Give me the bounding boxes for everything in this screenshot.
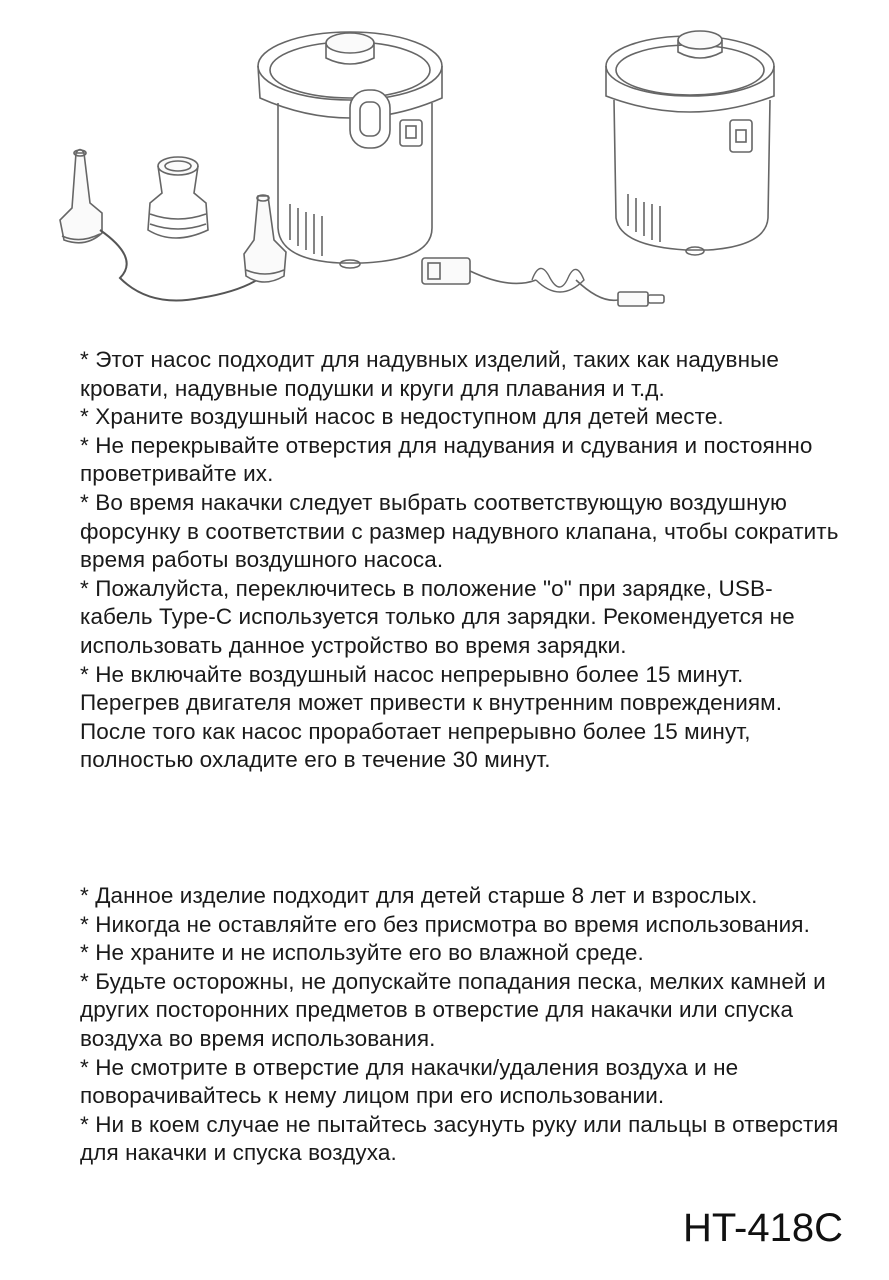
instruction-item: * Храните воздушный насос в недоступном для детей месте.	[80, 404, 724, 430]
nozzle-adapter-icon	[148, 157, 208, 238]
instruction-item: * Этот насос подходит для надувных изделий, таких как надувные кровати, надувные подушки и круги для плавания и т.д.	[80, 347, 779, 401]
air-pump-icon	[606, 31, 774, 255]
instruction-item: * Не храните и не используйте его во влажной среде.	[80, 940, 644, 966]
instruction-item: * Будьте осторожны, не допускайте попадания песка, мелких камней и других посторонних предметов в отверстие для накачки или спуска воздуха во время использования.	[80, 968, 826, 1051]
instruction-item: * Не включайте воздушный насос непрерывно более 15 минут. Перегрев двигателя может привести к внутренним повреждениям. После того как насос проработает непрерывно более 15 минут, полностью охладите его в течение 30 минут.	[80, 661, 783, 773]
nozzle-icon	[60, 150, 102, 243]
air-pump-icon	[258, 32, 442, 268]
model-number: HT-418C	[682, 1206, 843, 1250]
safety-instructions-part1	[80, 346, 840, 775]
safety-instructions-part2	[80, 882, 840, 1168]
instruction-item: * Во время накачки следует выбрать соответствующую воздушную форсунку в соответствии с размер надувного клапана, чтобы сократить время работы воздушного насоса.	[80, 489, 839, 573]
usb-cable-icon	[422, 258, 664, 306]
product-illustration	[40, 8, 840, 338]
instruction-item: * Пожалуйста, переключитесь в положение "o" при зарядке, USB-кабель Type-C используется только для зарядки. Рекомендуется не использовать данное устройство во время зарядки.	[80, 575, 795, 658]
instruction-item: * Не перекрывайте отверстия для надувания и сдувания и постоянно проветривайте их.	[80, 432, 813, 487]
instruction-item: * Не смотрите в отверстие для накачки/удаления воздуха и не поворачивайтесь к нему лицом при его использовании.	[80, 1054, 739, 1109]
instruction-item: * Данное изделие подходит для детей старше 8 лет и взрослых.	[80, 883, 758, 908]
instruction-item: * Ни в коем случае не пытайтесь засунуть руку или пальцы в отверстия для накачки и спуска воздуха.	[80, 1111, 839, 1166]
instruction-item: * Никогда не оставляйте его без присмотра во время использования.	[80, 911, 810, 937]
